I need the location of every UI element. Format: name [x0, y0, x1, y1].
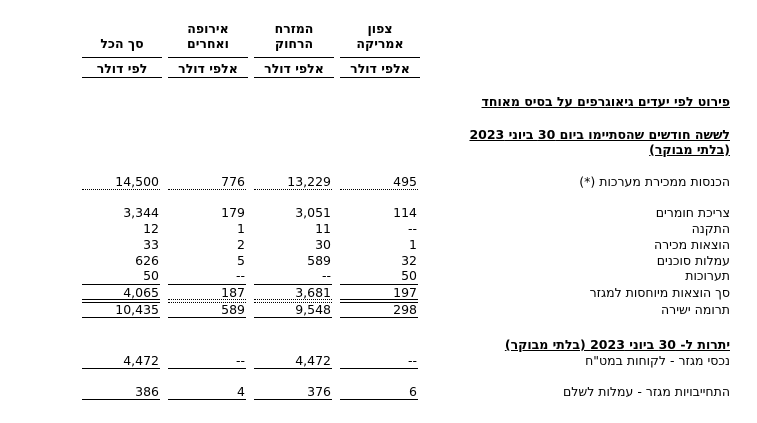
cell-north-america: 32	[401, 253, 417, 268]
cell-total: 33	[143, 237, 159, 252]
cell-north-america: --	[407, 221, 417, 236]
column-unit: אלפי דולר	[350, 61, 410, 76]
column-title-line1: אירופה	[187, 21, 229, 36]
bottom-rule	[340, 317, 418, 318]
row-rule	[82, 399, 160, 400]
bottom-rule	[254, 317, 332, 318]
cell-north-america: 298	[393, 302, 417, 317]
header-rule	[82, 57, 162, 58]
column-unit: אלפי דולר	[178, 61, 238, 76]
cell-europe-others: 1	[237, 221, 245, 236]
row-label: עמלות סוכנים	[656, 253, 730, 268]
cell-total: 12	[143, 221, 159, 236]
cell-europe-others: 5	[237, 253, 245, 268]
cell-europe-others: --	[235, 268, 245, 283]
dotted-rule	[340, 189, 418, 190]
cell-europe-others: --	[235, 353, 245, 368]
cell-north-america: 495	[393, 174, 417, 189]
period-subtitle: (בלתי מבוקר)	[649, 142, 730, 157]
header-rule	[254, 57, 334, 58]
cell-europe-others: 589	[221, 302, 245, 317]
header-rule	[340, 77, 420, 78]
cell-total: 4,065	[123, 285, 159, 300]
dotted-rule	[168, 189, 246, 190]
dotted-rule	[254, 189, 332, 190]
cell-far-east: 13,229	[287, 174, 331, 189]
cell-far-east: 9,548	[295, 302, 331, 317]
cell-europe-others: 187	[221, 285, 245, 300]
row-rule	[168, 399, 246, 400]
section-title: פירוט לפי יעדים גיאוגרפים על בסיס מאוחד	[481, 94, 730, 109]
cell-far-east: 3,051	[295, 205, 331, 220]
bottom-rule	[82, 317, 160, 318]
column-title-line2: ואחרים	[187, 36, 229, 51]
column-title-line1: המזרח	[274, 21, 314, 36]
cell-far-east: 3,681	[295, 285, 331, 300]
row-label: צריכת חומרים	[655, 205, 730, 220]
cell-north-america: --	[407, 353, 417, 368]
column-unit: לפי דולר	[96, 61, 148, 76]
cell-europe-others: 4	[237, 384, 245, 399]
header-rule	[168, 77, 248, 78]
row-label: התקנה	[691, 221, 730, 236]
row-label: נכסי מגזר - לקוחות במט"ח	[585, 353, 730, 368]
cell-far-east: 589	[307, 253, 331, 268]
cell-north-america: 197	[393, 285, 417, 300]
dotted-rule	[82, 189, 160, 190]
cell-total: 10,435	[115, 302, 159, 317]
cell-total: 3,344	[123, 205, 159, 220]
cell-total: 626	[135, 253, 159, 268]
cell-far-east: 4,472	[295, 353, 331, 368]
cell-north-america: 114	[393, 205, 417, 220]
row-label: הכנסות ממכירת מערכות (*)	[579, 174, 730, 189]
cell-europe-others: 2	[237, 237, 245, 252]
row-rule	[340, 368, 418, 369]
bottom-rule	[168, 317, 246, 318]
column-title-line1: צפון	[367, 21, 393, 36]
column-title-line2: סך הכל	[100, 36, 144, 51]
header-rule	[254, 77, 334, 78]
cell-total: 4,472	[123, 353, 159, 368]
cell-europe-others: 776	[221, 174, 245, 189]
cell-north-america: 50	[401, 268, 417, 283]
row-label: הוצאות מכירה	[653, 237, 730, 252]
row-rule	[82, 368, 160, 369]
cell-far-east: 376	[307, 384, 331, 399]
row-label: תרומה ישירה	[661, 302, 730, 317]
cell-north-america: 1	[409, 237, 417, 252]
row-label: התחייבויות מגזר - עמלות לשלם	[562, 384, 730, 399]
row-rule	[254, 399, 332, 400]
row-rule	[168, 368, 246, 369]
row-label: סך הוצאות מיוחסות למגזר	[589, 285, 730, 300]
row-rule	[254, 368, 332, 369]
cell-north-america: 6	[409, 384, 417, 399]
cell-total: 14,500	[115, 174, 159, 189]
cell-far-east: --	[321, 268, 331, 283]
cell-total: 386	[135, 384, 159, 399]
balance-title: יתרות ל- 30 ביוני 2023 (בלתי מבוקר)	[504, 337, 730, 352]
header-rule	[168, 57, 248, 58]
column-title-line2: הרחוק	[274, 36, 314, 51]
cell-far-east: 11	[315, 221, 331, 236]
period-title: לששה חודשים שהסתיימו ביום 30 ביוני 2023	[469, 127, 730, 142]
cell-total: 50	[143, 268, 159, 283]
cell-europe-others: 179	[221, 205, 245, 220]
column-title-line2: אמריקה	[356, 36, 404, 51]
row-label: תערוכות	[685, 268, 730, 283]
header-rule	[82, 77, 162, 78]
header-rule	[340, 57, 420, 58]
row-rule	[340, 399, 418, 400]
cell-far-east: 30	[315, 237, 331, 252]
column-unit: אלפי דולר	[264, 61, 324, 76]
